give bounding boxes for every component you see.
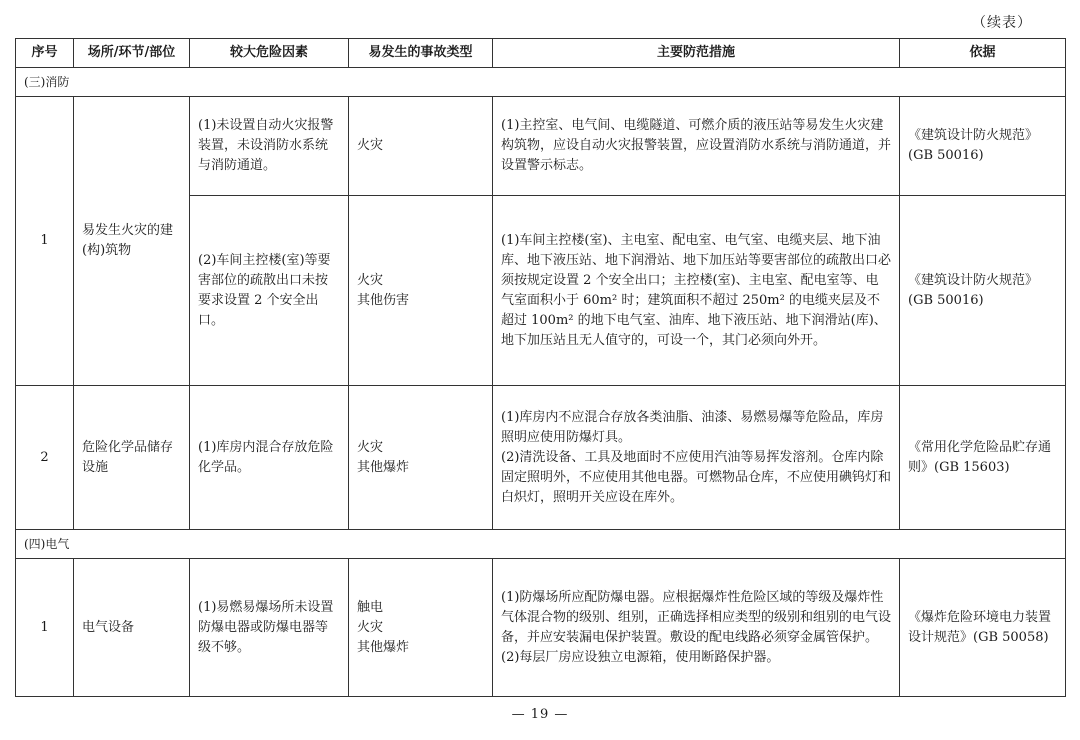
header-place: 场所/环节/部位 [74,39,190,68]
row-place: 易发生火灾的建(构)筑物 [74,97,190,386]
row-factor: (1)未设置自动火灾报警装置，未设消防水系统与消防通道。 [190,97,349,196]
header-measures: 主要防范措施 [493,39,900,68]
page-number: — 19 — [511,707,569,722]
hazard-table [15,38,1066,697]
row-measures [493,386,900,530]
row-basis: 《建筑设计防火规范》(GB 50016) [900,196,1066,386]
measure-item: (1)防爆场所应配防爆电器。应根据爆炸性危险区域的等级及爆炸性气体混合物的级别、组别，正确选择相应类型的级别和组别的电气设备，并应安装漏电保护装置。敷设的配电线路必须穿金属管保护。 [501,589,892,645]
row-measures [493,97,900,196]
accident-type: 触电 [357,599,384,615]
row-factor: (1)易燃易爆场所未设置防爆电器或防爆电器等级不够。 [190,559,349,697]
row-basis: 《爆炸危险环境电力装置设计规范》(GB 50058) [900,559,1066,697]
accident-type: 火灾 [357,619,384,635]
section-row-fire [16,68,1066,97]
measure-item: (2)每层厂房应设独立电源箱，使用断路保护器。 [501,649,780,665]
row-measures [493,196,900,386]
accident-type: 火灾 [357,272,384,288]
row-accident-type [349,386,493,530]
section-title: (三)消防 [16,68,1066,97]
continued-label: （续表） [972,15,1032,31]
measure-item: (2)清洗设备、工具及地面时不应使用汽油等易挥发溶剂。仓库内除固定照明外，不应使用其他电器。可燃物品仓库，不应使用碘钨灯和白炽灯，照明开关应设在库外。 [501,449,892,505]
table-row [16,97,1066,196]
row-basis: 《常用化学危险品贮存通则》(GB 15603) [900,386,1066,530]
measure-item: (1)车间主控楼(室)、主电室、配电室、电气室、电缆夹层、地下油库、地下液压站、地下润滑站、地下加压站等要害部位的疏散出口必须按规定设置 2 个安全出口；主控楼(室)、主电室、配电室等、电气室面积小于 60m² 时；建筑面积不超过 250m² 的电缆夹层及不超过 100m² 的地下电气室、油库、地下液压站、地下润滑站(库)、地下加压站且无人值守的，可设一个，其门必须向外开。 [501,232,892,348]
row-place: 电气设备 [74,559,190,697]
header-basis: 依据 [900,39,1066,68]
header-no: 序号 [16,39,74,68]
header-factor: 较大危险因素 [190,39,349,68]
table-row [16,559,1066,697]
row-place: 危险化学品储存设施 [74,386,190,530]
table-header-row [16,39,1066,68]
row-accident-type [349,559,493,697]
row-basis: 《建筑设计防火规范》(GB 50016) [900,97,1066,196]
measure-item: (1)主控室、电气间、电缆隧道、可燃介质的液压站等易发生火灾建构筑物，应设自动火灾报警装置，应设置消防水系统与消防通道，并设置警示标志。 [501,118,892,173]
row-number: 1 [16,97,74,386]
row-factor: (1)库房内混合存放危险化学品。 [190,386,349,530]
accident-type: 其他爆炸 [357,639,410,655]
section-row-electric [16,530,1066,559]
row-number: 1 [16,559,74,697]
row-measures [493,559,900,697]
table-row [16,386,1066,530]
measure-item: (1)库房内不应混合存放各类油脂、油漆、易燃易爆等危险品，库房照明应使用防爆灯具。 [501,409,884,445]
row-factor: (2)车间主控楼(室)等要害部位的疏散出口未按要求设置 2 个安全出口。 [190,196,349,386]
accident-type: 火灾 [357,439,384,455]
row-number: 2 [16,386,74,530]
accident-type: 其他伤害 [357,292,410,308]
accident-type: 火灾 [357,138,384,153]
section-title: (四)电气 [16,530,1066,559]
row-accident-type [349,196,493,386]
header-accident-type: 易发生的事故类型 [349,39,493,68]
row-accident-type [349,97,493,196]
accident-type: 其他爆炸 [357,459,410,475]
